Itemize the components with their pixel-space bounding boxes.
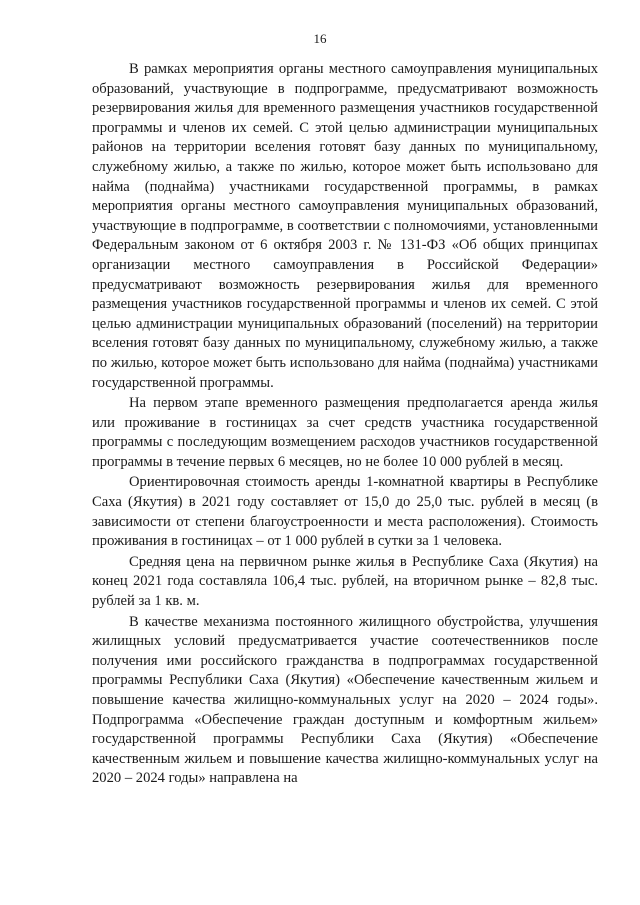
page-number: 16 — [313, 31, 327, 46]
document-body — [92, 60, 598, 790]
paragraph-housing-reservation: В рамках мероприятия органы местного самоуправления муниципальных образований, участвующие в подпрограмме, предусматривают возможность резервирования жилья для временного размещения участников государственной программы и членов их семей. С этой целью администрации муниципальных районов на территории вселения готовят базу данных по муниципальному, служебному жилью, а также по жилью, которое может быть использовано для найма (поднайма) участниками государственной программы, в рамках мероприятия органы местного самоуправления муниципальных образований, участвующие в подпрограмме, в соответствии с полномочиями, установленными Федеральным законом от 6 октября 2003 г. № 131-ФЗ «Об общих принципах организации местного самоуправления в Российской Федерации» предусматривают возможность резервирования жилья для временного размещения участников государственной программы и членов их семей. С этой целью администрации муниципальных образований (поселений) на территории вселения готовят базу данных по муниципальному, служебному жилью, а также по жилью, которое может быть использовано для найма (поднайма) участниками государственной программы. — [92, 61, 598, 391]
paragraph-rent-cost: Ориентировочная стоимость аренды 1-комнатной квартиры в Республике Саха (Якутия) в 2021 году составляет от 15,0 до 25,0 тыс. рублей в месяц (в зависимости от степени благоустроенности и места расположения). Стоимость проживания в гостиницах – от 1 000 рублей в сутки за 1 человека. — [92, 474, 598, 550]
paragraph-housing-price: Средняя цена на первичном рынке жилья в Республике Саха (Якутия) на конец 2021 года составляла 106,4 тыс. рублей, на вторичном рынке – 82,8 тыс. рублей за 1 кв. м. — [92, 553, 598, 610]
paragraph-temporary-placement: На первом этапе временного размещения предполагается аренда жилья или проживание в гостиницах за счет средств участника государственной программы с последующим возмещением расходов участников государственной программы в течение первых 6 месяцев, но не более 10 000 рублей в месяц. — [92, 395, 598, 470]
paragraph-permanent-settlement: В качестве механизма постоянного жилищного обустройства, улучшения жилищных условий предусматривается участие соотечественников после получения ими российского гражданства в подпрограммах государственной программы Республики Саха (Якутия) «Обеспечение качественным жильем и повышение качества жилищно-коммунальных услуг на 2020 – 2024 годы». Подпрограмма «Обеспечение граждан доступным и комфортным жильем» государственной программы Республики Саха (Якутия) «Обеспечение качественным жильем и повышение качества жилищно-коммунальных услуг на 2020 – 2024 годы» направлена на — [92, 613, 598, 787]
